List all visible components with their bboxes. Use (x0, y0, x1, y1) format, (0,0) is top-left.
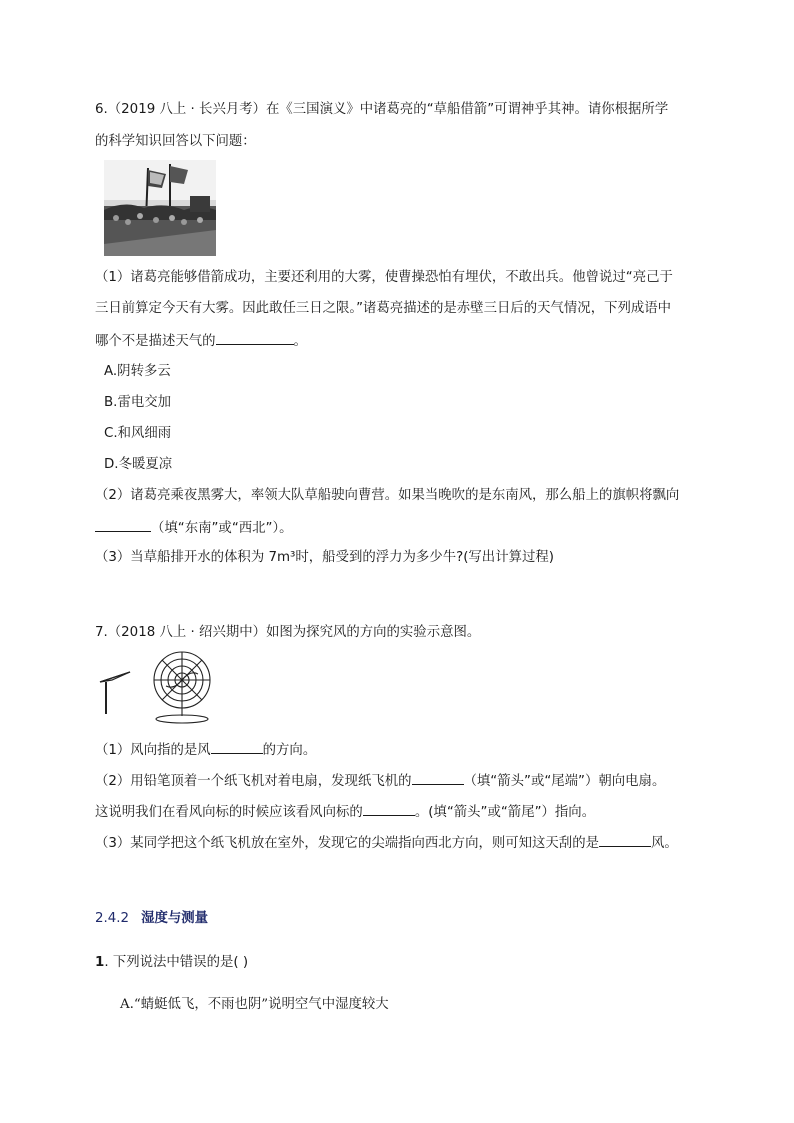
section-title: 湿度与测量 (141, 911, 209, 926)
q7-sub1 (95, 739, 316, 761)
fan-and-paper-plane-figure (98, 650, 218, 724)
q7-sub2-line1-text: （2）用铅笔顶着一个纸飞机对着电扇，发现纸飞机的 (95, 774, 412, 789)
q6-sub3: （3）当草船排开水的体积为 7m³时，船受到的浮力为多少牛?(写出计算过程) (95, 550, 554, 565)
q1-option-a: A.“蜻蜓低飞，不雨也阴”说明空气中湿度较大 (120, 997, 389, 1012)
q7-sub2-line2-text: 这说明我们在看风向标的时候应该看风向标的 (95, 805, 363, 820)
q7-sub3-text: （3）某同学把这个纸飞机放在室外，发现它的尖端指向西北方向，则可知这天刮的是 (95, 836, 599, 851)
section-heading (95, 907, 208, 926)
electric-fan-icon (154, 652, 210, 723)
q7-sub1-end: 的方向。 (262, 743, 317, 758)
q6-sub1-line3-end: 。 (293, 334, 307, 349)
q6-option-a: A.阴转多云 (104, 364, 171, 379)
q6-sub1-line2: 三日前算定今天有大雾。因此敢任三日之限。”诸葛亮描述的是赤壁三日后的天气情况，下列成语中 (95, 301, 672, 316)
q6-option-c: C.和风细雨 (104, 426, 172, 441)
q7-sub3-answer-blank[interactable] (599, 832, 651, 847)
q7-sub2-line2 (95, 801, 595, 823)
q6-sub2-line1: （2）诸葛亮乘夜黑雾大，率领大队草船驶向曹营。如果当晚吹的是东南风，那么船上的旗帜将飘向 (95, 488, 680, 503)
q7-sub1-text: （1）风向指的是风 (95, 743, 211, 758)
q7-sub1-answer-blank[interactable] (211, 739, 263, 754)
q7-sub3-end: 风。 (650, 836, 678, 851)
q1-text: . 下列说法中错误的是( ) (104, 955, 249, 970)
q6-option-d: D.冬暖夏凉 (104, 457, 173, 472)
q6-option-b: B.雷电交加 (104, 395, 172, 410)
q6-stem-line1: 6.（2019 八上 · 长兴月考）在《三国演义》中诸葛亮的“草船借箭”可谓神乎其神。请你根据所学 (95, 102, 669, 117)
q6-stem-line2: 的科学知识回答以下问题： (95, 134, 256, 149)
q6-sub1-line1: （1）诸葛亮能够借箭成功，主要还利用的大雾，使曹操恐怕有埋伏，不敢出兵。他曾说过“亮己于 (95, 270, 673, 285)
paper-plane-icon (100, 672, 130, 714)
straw-boat-photo (104, 160, 216, 256)
q6-sub1-answer-blank[interactable] (216, 330, 294, 345)
q7-sub2-answer-blank-1[interactable] (412, 770, 464, 785)
q1-stem (95, 951, 248, 970)
q6-sub2-line2 (95, 517, 293, 539)
q7-sub2-answer-blank-2[interactable] (363, 801, 415, 816)
q6-sub2-line2-text: （填“东南”或“西北”）。 (151, 521, 293, 536)
q6-sub2-answer-blank[interactable] (95, 517, 151, 532)
q6-sub1-line3 (95, 330, 307, 352)
q7-sub3 (95, 832, 678, 854)
q6-sub1-line3-text: 哪个不是描述天气的 (95, 334, 216, 349)
q1-number: 1 (95, 955, 105, 970)
q7-sub2-line1 (95, 770, 665, 792)
q7-stem: 7.（2018 八上 · 绍兴期中）如图为探究风的方向的实验示意图。 (95, 625, 481, 640)
section-number: 2.4.2 (95, 911, 130, 926)
q7-sub2-line1-end: （填“箭头”或“尾端”）朝向电扇。 (463, 774, 666, 789)
q7-sub2-line2-end: 。(填“箭头”或“箭尾”）指向。 (414, 805, 596, 820)
